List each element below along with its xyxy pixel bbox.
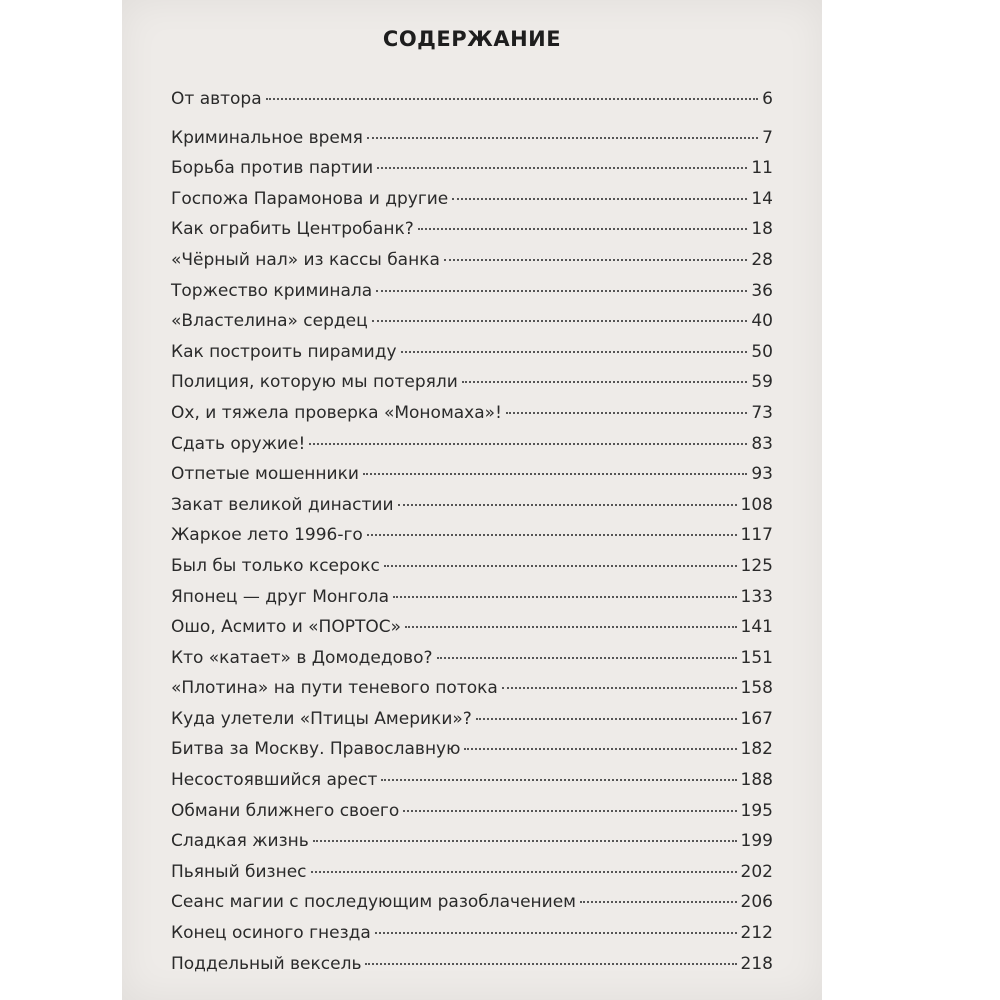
dot-leader bbox=[381, 778, 736, 781]
toc-entry bbox=[171, 587, 773, 618]
toc-entry bbox=[171, 342, 773, 373]
toc-entry-title: Несостоявшийся арест bbox=[171, 770, 378, 791]
toc-entry bbox=[171, 862, 773, 893]
dot-leader bbox=[363, 472, 747, 475]
toc-entry bbox=[171, 954, 773, 985]
dot-leader bbox=[476, 717, 737, 720]
toc-entry bbox=[171, 434, 773, 465]
dot-leader bbox=[398, 503, 737, 506]
toc-entry-title: Был бы только ксерокс bbox=[171, 555, 380, 576]
toc-entry-page-number: 83 bbox=[751, 433, 773, 454]
dot-leader bbox=[405, 625, 737, 628]
toc-entry-page-number: 167 bbox=[740, 708, 773, 729]
toc-entry-page-number: 93 bbox=[751, 464, 773, 485]
toc-entry-title: Криминальное время bbox=[171, 127, 363, 148]
toc-entry-title: От автора bbox=[171, 89, 262, 109]
toc-entry-page-number: 36 bbox=[751, 280, 773, 301]
dot-leader bbox=[393, 595, 737, 598]
toc-entry bbox=[171, 525, 773, 556]
toc-entry bbox=[171, 556, 773, 587]
toc-entry-page-number: 133 bbox=[740, 586, 773, 607]
toc-entry-page-number: 206 bbox=[740, 892, 773, 913]
dot-leader bbox=[580, 900, 737, 903]
dot-leader bbox=[444, 258, 747, 261]
dot-leader bbox=[464, 747, 736, 750]
toc-entry-title: Поддельный вексель bbox=[171, 953, 362, 974]
toc-entry-title: Ошо, Асмито и «ПОРТОС» bbox=[171, 617, 402, 638]
dot-leader bbox=[403, 809, 736, 812]
toc-entry-page-number: 108 bbox=[740, 494, 773, 515]
dot-leader bbox=[452, 197, 747, 200]
toc-entry-title: Битва за Москву. Православную bbox=[171, 739, 461, 760]
toc-entry-title: Торжество криминала bbox=[171, 280, 373, 301]
toc-entry-title: «Чёрный нал» из кассы банка bbox=[171, 249, 440, 270]
dot-leader bbox=[266, 97, 759, 100]
toc-entry bbox=[171, 770, 773, 801]
toc-entry-page-number: 212 bbox=[740, 923, 773, 944]
toc-entry-page-number: 117 bbox=[740, 525, 773, 546]
toc-entry-page-number: 28 bbox=[751, 249, 773, 270]
toc-entry-title: «Властелина» сердец bbox=[171, 311, 368, 332]
dot-leader bbox=[313, 839, 737, 842]
toc-entry-page-number: 40 bbox=[751, 311, 773, 332]
dot-leader bbox=[376, 289, 747, 292]
toc-entry-page-number: 188 bbox=[740, 770, 773, 791]
toc-entry bbox=[171, 648, 773, 679]
toc-entry-title: Полиция, которую мы потеряли bbox=[171, 372, 458, 393]
dot-leader bbox=[377, 166, 747, 169]
toc-entry-page-number: 151 bbox=[740, 647, 773, 668]
toc-entry bbox=[171, 403, 773, 434]
toc-entry-page-number: 195 bbox=[740, 800, 773, 821]
toc-entry bbox=[171, 128, 773, 159]
toc-entry bbox=[171, 189, 773, 220]
toc-entry-page-number: 141 bbox=[740, 617, 773, 638]
toc-entry-title: Как построить пирамиду bbox=[171, 341, 397, 362]
dot-leader bbox=[462, 380, 748, 383]
toc-entry bbox=[171, 495, 773, 526]
toc-entry-title: Госпожа Парамонова и другие bbox=[171, 188, 449, 209]
dot-leader bbox=[367, 136, 758, 139]
toc-entry-page-number: 11 bbox=[751, 158, 773, 179]
toc-entry-title: Обмани ближнего своего bbox=[171, 800, 400, 821]
toc-entry bbox=[171, 831, 773, 862]
toc-entry-title: Японец — друг Монгола bbox=[171, 586, 390, 607]
toc-entry bbox=[171, 678, 773, 709]
toc-entry bbox=[171, 739, 773, 770]
dot-leader bbox=[365, 962, 736, 965]
toc-entry-title: Борьба против партии bbox=[171, 158, 374, 179]
toc-entry-page-number: 202 bbox=[740, 861, 773, 882]
toc-entry bbox=[171, 311, 773, 342]
toc-entry bbox=[171, 709, 773, 740]
toc-entry-page-number: 14 bbox=[751, 188, 773, 209]
toc-entry-title: Отпетые мошенники bbox=[171, 464, 359, 485]
toc-entry-page-number: 218 bbox=[740, 953, 773, 974]
dot-leader bbox=[311, 870, 737, 873]
toc-entry-title: Жаркое лето 1996-го bbox=[171, 525, 363, 546]
dot-leader bbox=[401, 350, 748, 353]
toc-entry-title: Конец осиного гнезда bbox=[171, 923, 371, 944]
toc-entry bbox=[171, 801, 773, 832]
toc-entry bbox=[171, 892, 773, 923]
toc-entry-page-number: 59 bbox=[751, 372, 773, 393]
toc-entry-page-number: 6 bbox=[762, 89, 773, 109]
dot-leader bbox=[506, 411, 747, 414]
toc-entry-page-number: 73 bbox=[751, 402, 773, 423]
toc-entry bbox=[171, 219, 773, 250]
dot-leader bbox=[418, 227, 748, 230]
toc-entry-page-number: 199 bbox=[740, 831, 773, 852]
dot-leader bbox=[309, 442, 747, 445]
dot-leader bbox=[372, 319, 748, 322]
toc-entry-title: «Плотина» на пути теневого потока bbox=[171, 678, 498, 699]
toc-entry-title: Ох, и тяжела проверка «Мономаха»! bbox=[171, 402, 502, 423]
dot-leader bbox=[375, 931, 737, 934]
toc-entry bbox=[171, 89, 773, 120]
toc-entry bbox=[171, 281, 773, 312]
toc-entry-page-number: 7 bbox=[762, 127, 773, 148]
toc-entry-title: Куда улетели «Птицы Америки»? bbox=[171, 708, 472, 729]
toc-entry bbox=[171, 923, 773, 954]
book-page bbox=[122, 0, 822, 1000]
toc-entry bbox=[171, 372, 773, 403]
page-title: СОДЕРЖАНИЕ bbox=[382, 27, 562, 51]
dot-leader bbox=[384, 564, 737, 567]
table-of-contents bbox=[171, 89, 773, 984]
toc-entry-page-number: 182 bbox=[740, 739, 773, 760]
toc-entry bbox=[171, 464, 773, 495]
toc-entry-title: Сдать оружие! bbox=[171, 433, 306, 454]
toc-entry-title: Закат великой династии bbox=[171, 494, 394, 515]
toc-entry-title: Сладкая жизнь bbox=[171, 831, 309, 852]
toc-entry bbox=[171, 617, 773, 648]
toc-entry-page-number: 158 bbox=[740, 678, 773, 699]
toc-entry-title: Как ограбить Центробанк? bbox=[171, 219, 414, 240]
toc-entry bbox=[171, 158, 773, 189]
dot-leader bbox=[367, 533, 737, 536]
toc-entry-title: Сеанс магии с последующим разоблачением bbox=[171, 892, 577, 913]
toc-entry-title: Кто «катает» в Домодедово? bbox=[171, 647, 433, 668]
dot-leader bbox=[437, 656, 737, 659]
toc-entry bbox=[171, 250, 773, 281]
toc-entry-page-number: 18 bbox=[751, 219, 773, 240]
toc-entry-title: Пьяный бизнес bbox=[171, 861, 307, 882]
dot-leader bbox=[502, 686, 737, 689]
toc-entry-page-number: 125 bbox=[740, 555, 773, 576]
toc-entry-page-number: 50 bbox=[751, 341, 773, 362]
